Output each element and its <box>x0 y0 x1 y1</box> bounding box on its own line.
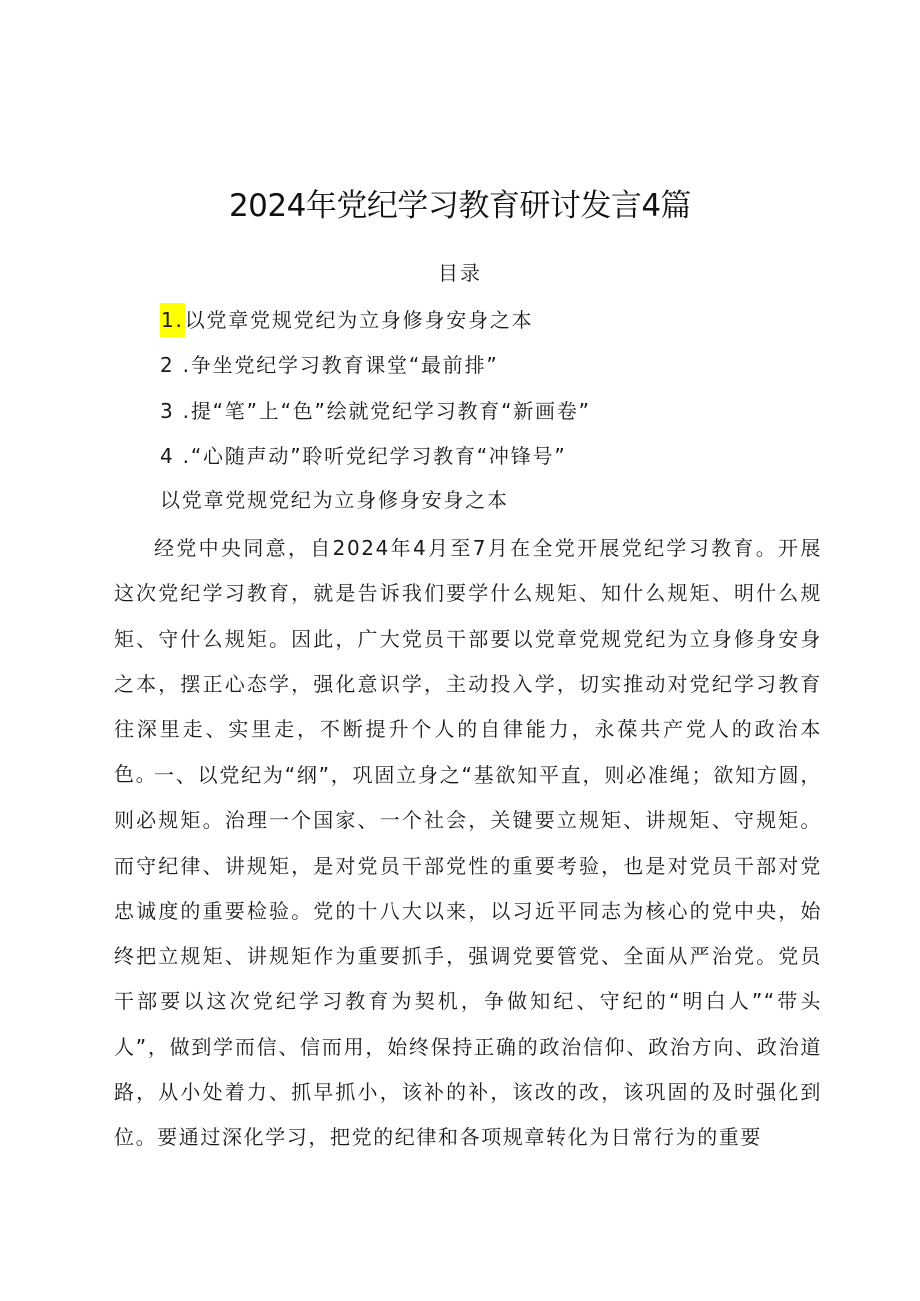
toc-item-4[interactable] <box>160 439 860 484</box>
toc-item-text: 争坐党纪学习教育课堂“最前排” <box>190 353 499 378</box>
toc-item-2[interactable] <box>160 348 860 393</box>
toc-item-number: 2 . <box>160 353 191 378</box>
section-heading: 以党章党规党纪为立身修身安身之本 <box>160 488 509 512</box>
document-title: 2024年党纪学习教育研讨发言4篇 <box>228 188 692 224</box>
toc-item-text: 提“笔”上“色”绘就党纪学习教育“新画卷” <box>190 398 591 423</box>
body-paragraph-intro: 经党中央同意，自2024年4月至7月在全党开展党纪学习教育。开展这次党纪学习教育，就是告诉我们要学什么规矩、知什么规矩、明什么规矩、守什么规矩。因此，广大党员干部要以党章党规党纪为立身修身安身之本，摆正心态学，强化意识学，主动投入学，切实推动对党纪学习教育往深里走、实里走，不断提升个人的自律能力，永葆共产党人的政治本色。 <box>114 536 822 787</box>
toc-item-1[interactable] <box>160 303 860 348</box>
toc-item-number: 4 . <box>160 443 191 468</box>
table-of-contents <box>160 303 860 484</box>
toc-item-text: “心随声动”聆听党纪学习教育“冲锋号” <box>190 443 567 468</box>
toc-item-3[interactable] <box>160 394 860 439</box>
body-paragraph-section-one: 一、以党纪为“纲”，巩固立身之“基欲知平直，则必准绳；欲知方圆，则必规矩。治理一个国家、一个社会，关键要立规矩、讲规矩、守规矩。而守纪律、讲规矩，是对党员干部党性的重要考验，也是对党员干部对党忠诚度的重要检验。党的十八大以来，以习近平同志为核心的党中央，始终把立规矩、讲规矩作为重要抓手，强调党要管党、全面从严治党。党员干部要以这次党纪学习教育为契机，争做知纪、守纪的“明白人”“带头人”，做到学而信、信而用，始终保持正确的政治信仰、政治方向、政治道路，从小处着力、抓早抓小，该补的补，该改的改，该巩固的及时强化到位。要通过深化学习，把党的纪律和各项规章转化为日常行为的重要 <box>114 763 822 1150</box>
toc-item-number: 3 . <box>160 398 191 423</box>
toc-item-number-highlighted: 1. <box>160 303 185 337</box>
toc-heading: 目录 <box>438 261 482 285</box>
toc-item-text: 以党章党规党纪为立身修身安身之本 <box>184 308 534 332</box>
